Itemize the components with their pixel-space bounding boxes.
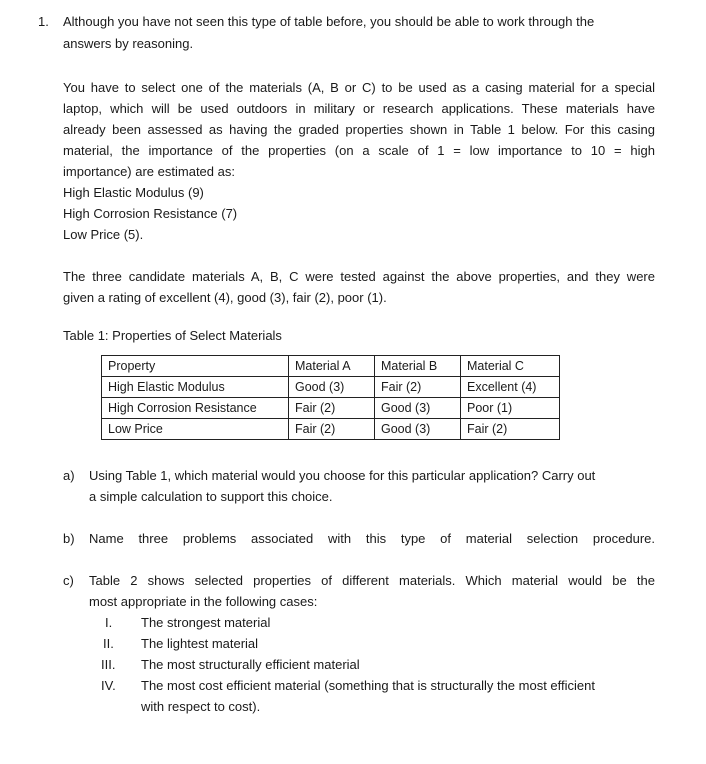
header-cell: Material C <box>461 356 560 377</box>
paragraph-line: importance) are estimated as: <box>63 164 235 179</box>
table-cell: Low Price <box>102 419 289 440</box>
case-number: IV. <box>101 678 116 693</box>
part-label: b) <box>63 531 75 546</box>
criterion-item: High Corrosion Resistance (7) <box>63 206 238 221</box>
table-row <box>102 377 560 398</box>
table-cell: Good (3) <box>375 398 461 419</box>
table-cell: Fair (2) <box>461 419 560 440</box>
header-cell: Property <box>102 356 289 377</box>
paragraph-line: already been assessed as having the graded properties shown in Table 1 below. For this casing <box>63 122 655 137</box>
table-cell: Good (3) <box>375 419 461 440</box>
part-text-line: Name three problems associated with this type of material selection procedure. <box>89 531 655 546</box>
header-cell: Material A <box>289 356 375 377</box>
paragraph-line: material, the importance of the properties (on a scale of 1 = low importance to 10 = high <box>63 143 655 158</box>
paragraph-line: laptop, which will be used outdoors in military or research applications. These materials have <box>63 101 655 116</box>
case-text: The most structurally efficient material <box>141 657 360 672</box>
case-number: I. <box>105 615 113 630</box>
table-header-row <box>102 356 560 377</box>
paragraph-line: You have to select one of the materials (A, B or C) to be used as a casing material for a special <box>63 80 655 95</box>
table-caption: Table 1: Properties of Select Materials <box>63 328 282 343</box>
properties-table <box>101 355 560 440</box>
case-text: The lightest material <box>141 636 259 651</box>
paragraph-line: The three candidate materials A, B, C were tested against the above properties, and they were <box>63 269 655 284</box>
table-row <box>102 398 560 419</box>
paragraph-line: given a rating of excellent (4), good (3), fair (2), poor (1). <box>63 290 387 305</box>
table-cell: High Corrosion Resistance <box>102 398 289 419</box>
case-text: The strongest material <box>141 615 271 630</box>
part-label: a) <box>63 468 75 483</box>
question-number: 1. <box>38 14 49 29</box>
table-cell: Fair (2) <box>289 398 375 419</box>
table-cell: Excellent (4) <box>461 377 560 398</box>
intro-line-2: answers by reasoning. <box>63 36 194 51</box>
case-text: with respect to cost). <box>141 699 261 714</box>
case-number: III. <box>101 657 116 672</box>
case-number: II. <box>103 636 114 651</box>
part-text-line: Table 2 shows selected properties of different materials. Which material would be the <box>89 573 655 588</box>
table-cell: Fair (2) <box>375 377 461 398</box>
table-cell: Poor (1) <box>461 398 560 419</box>
part-text-line: most appropriate in the following cases: <box>89 594 318 609</box>
table-cell: High Elastic Modulus <box>102 377 289 398</box>
intro-line-1: Although you have not seen this type of table before, you should be able to work through the <box>63 14 595 29</box>
criterion-item: Low Price (5). <box>63 227 144 242</box>
part-label: c) <box>63 573 74 588</box>
table-cell: Fair (2) <box>289 419 375 440</box>
table-row <box>102 419 560 440</box>
table-cell: Good (3) <box>289 377 375 398</box>
part-text-line: a simple calculation to support this choice. <box>89 489 333 504</box>
part-text-line: Using Table 1, which material would you choose for this particular application? Carry out <box>89 468 596 483</box>
criterion-item: High Elastic Modulus (9) <box>63 185 204 200</box>
case-text: The most cost efficient material (something that is structurally the most efficient <box>141 678 595 693</box>
header-cell: Material B <box>375 356 461 377</box>
